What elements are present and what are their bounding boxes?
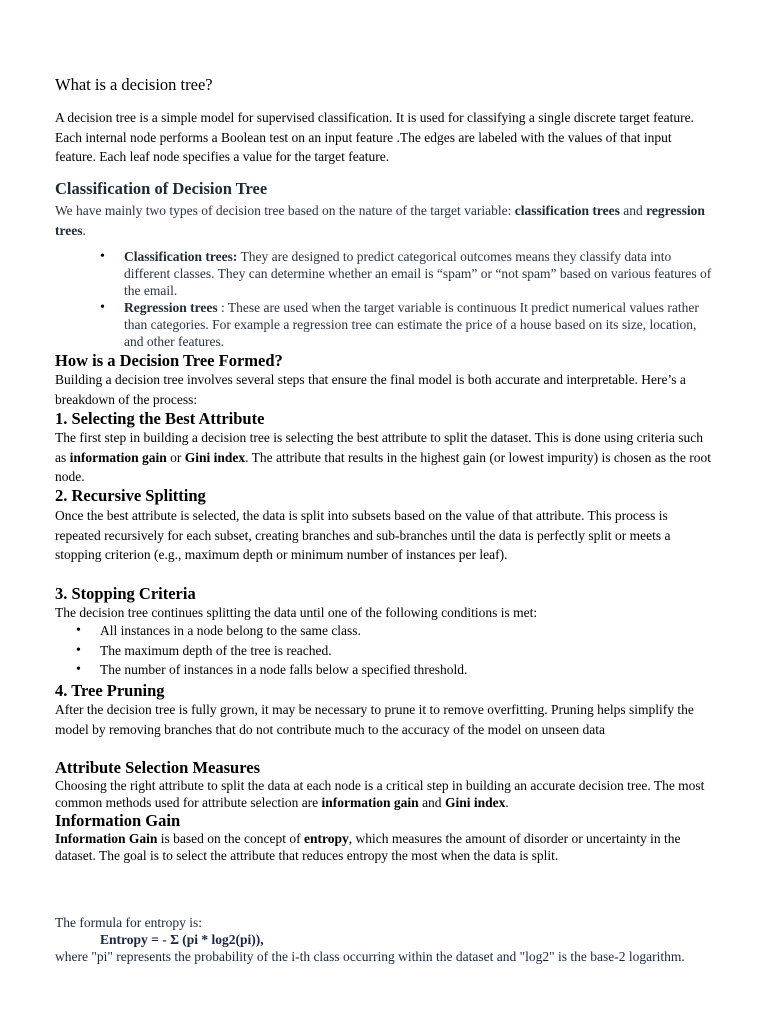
step2-heading: 2. Recursive Splitting: [55, 486, 206, 505]
classification-description: [55, 201, 713, 240]
classification-desc-suffix: .: [82, 222, 86, 238]
asm-desc-and: and: [418, 795, 445, 810]
criteria-text: The number of instances in a node falls below a specified threshold.: [100, 662, 468, 677]
step1-desc-or: or: [166, 449, 185, 465]
ig-heading: Information Gain: [55, 811, 181, 830]
ig-description: [55, 830, 713, 864]
information-gain-term: Information Gain: [55, 831, 158, 846]
asm-desc-b: .: [505, 795, 509, 810]
asm-heading: Attribute Selection Measures: [55, 758, 260, 777]
gini-index-term: Gini index: [184, 449, 246, 465]
bullet-icon: •: [76, 623, 81, 638]
bullet-label: Classification trees:: [124, 249, 238, 264]
step3-heading: 3. Stopping Criteria: [55, 584, 196, 603]
criteria-text: The maximum depth of the tree is reached.: [100, 642, 332, 658]
ig-desc-b: , which measures the amount of disorder or uncertainty in the dataset. The goal is to select the attribute that reduces entropy the most when the data is split.: [55, 831, 681, 863]
bullet-icon: •: [76, 662, 81, 677]
asm-description: [55, 777, 713, 811]
bullet-icon: •: [100, 300, 105, 315]
list-item: [100, 248, 713, 299]
step1-desc-a: The first step in building a decision tree is selecting the best attribute to split the dataset. This is done using criteria such as: [55, 430, 703, 465]
list-item: [76, 660, 713, 680]
entropy-formula: Entropy = - Σ (pi * log2(pi)),: [100, 932, 264, 947]
criteria-text: All instances in a node belong to the same class.: [100, 623, 361, 638]
list-item: [76, 621, 713, 641]
classification-desc-and: and: [619, 203, 647, 218]
tree-types-list: [100, 248, 713, 350]
classification-desc-prefix: We have mainly two types of decision tree based on the nature of the target variable:: [55, 203, 515, 218]
classification-heading: Classification of Decision Tree: [55, 179, 268, 198]
bullet-label: Regression trees: [124, 300, 218, 315]
formed-heading: How is a Decision Tree Formed?: [55, 351, 283, 370]
information-gain-term: information gain: [321, 795, 419, 810]
gini-index-term: Gini index: [444, 795, 506, 810]
bullet-text: : These are used when the target variable is continuous It predict numerical values rather than categories. For example a regression tree can estimate the price of a house based on its size, location, and other features.: [124, 300, 699, 349]
entropy-term: entropy: [303, 831, 349, 846]
step4-description: After the decision tree is fully grown, it may be necessary to prune it to remove overfitting. Pruning helps simplify the model by removing branches that do not contribute much to the accuracy of the model on unseen data: [55, 702, 694, 737]
classification-trees-term: classification trees: [514, 203, 620, 218]
list-item: [100, 299, 713, 350]
bullet-text: They are designed to predict categorical outcomes means they classify data into different classes. They can determine whether an email is “spam” or “not spam” based on various features of the email.: [124, 249, 712, 298]
step1-desc-b: . The attribute that results in the highest gain (or lowest impurity) is chosen as the root node.: [55, 449, 711, 484]
bullet-icon: •: [100, 249, 105, 264]
stopping-criteria-list: [76, 621, 713, 680]
asm-desc-a: Choosing the right attribute to split the data at each node is a critical step in building an accurate decision tree. The most common methods used for attribute selection are: [55, 778, 705, 810]
bullet-icon: •: [76, 642, 81, 658]
step4-heading: 4. Tree Pruning: [55, 681, 165, 700]
list-item: [76, 641, 713, 661]
intro-paragraph: A decision tree is a simple model for supervised classification. It is used for classifying a single discrete target feature. Each internal node performs a Boolean test on an input feature .The edges are labeled with the values of that input feature. Each leaf node specifies a value for the target feature.: [55, 110, 694, 164]
formed-description: Building a decision tree involves several steps that ensure the final model is both accurate and interpretable. Here’s a breakdown of the process:: [55, 372, 686, 407]
step3-description: The decision tree continues splitting the data until one of the following conditions is met:: [55, 605, 538, 620]
ig-desc-a: is based on the concept of: [157, 831, 304, 846]
regression-trees-term: regression trees: [55, 203, 705, 238]
page-title: What is a decision tree?: [55, 75, 213, 94]
formula-intro: The formula for entropy is:: [55, 915, 202, 930]
formula-note: where "pi" represents the probability of the i-th class occurring within the dataset and "log2" is the base-2 logarithm.: [55, 949, 685, 964]
information-gain-term: information gain: [69, 449, 167, 465]
step2-description: Once the best attribute is selected, the data is split into subsets based on the value of that attribute. This process is repeated recursively for each subset, creating branches and sub-branches until the data is perfectly split or meets a stopping criterion (e.g., maximum depth or minimum number of instances per leaf).: [55, 508, 671, 562]
step1-description: [55, 428, 713, 487]
step1-heading: 1. Selecting the Best Attribute: [55, 409, 265, 428]
